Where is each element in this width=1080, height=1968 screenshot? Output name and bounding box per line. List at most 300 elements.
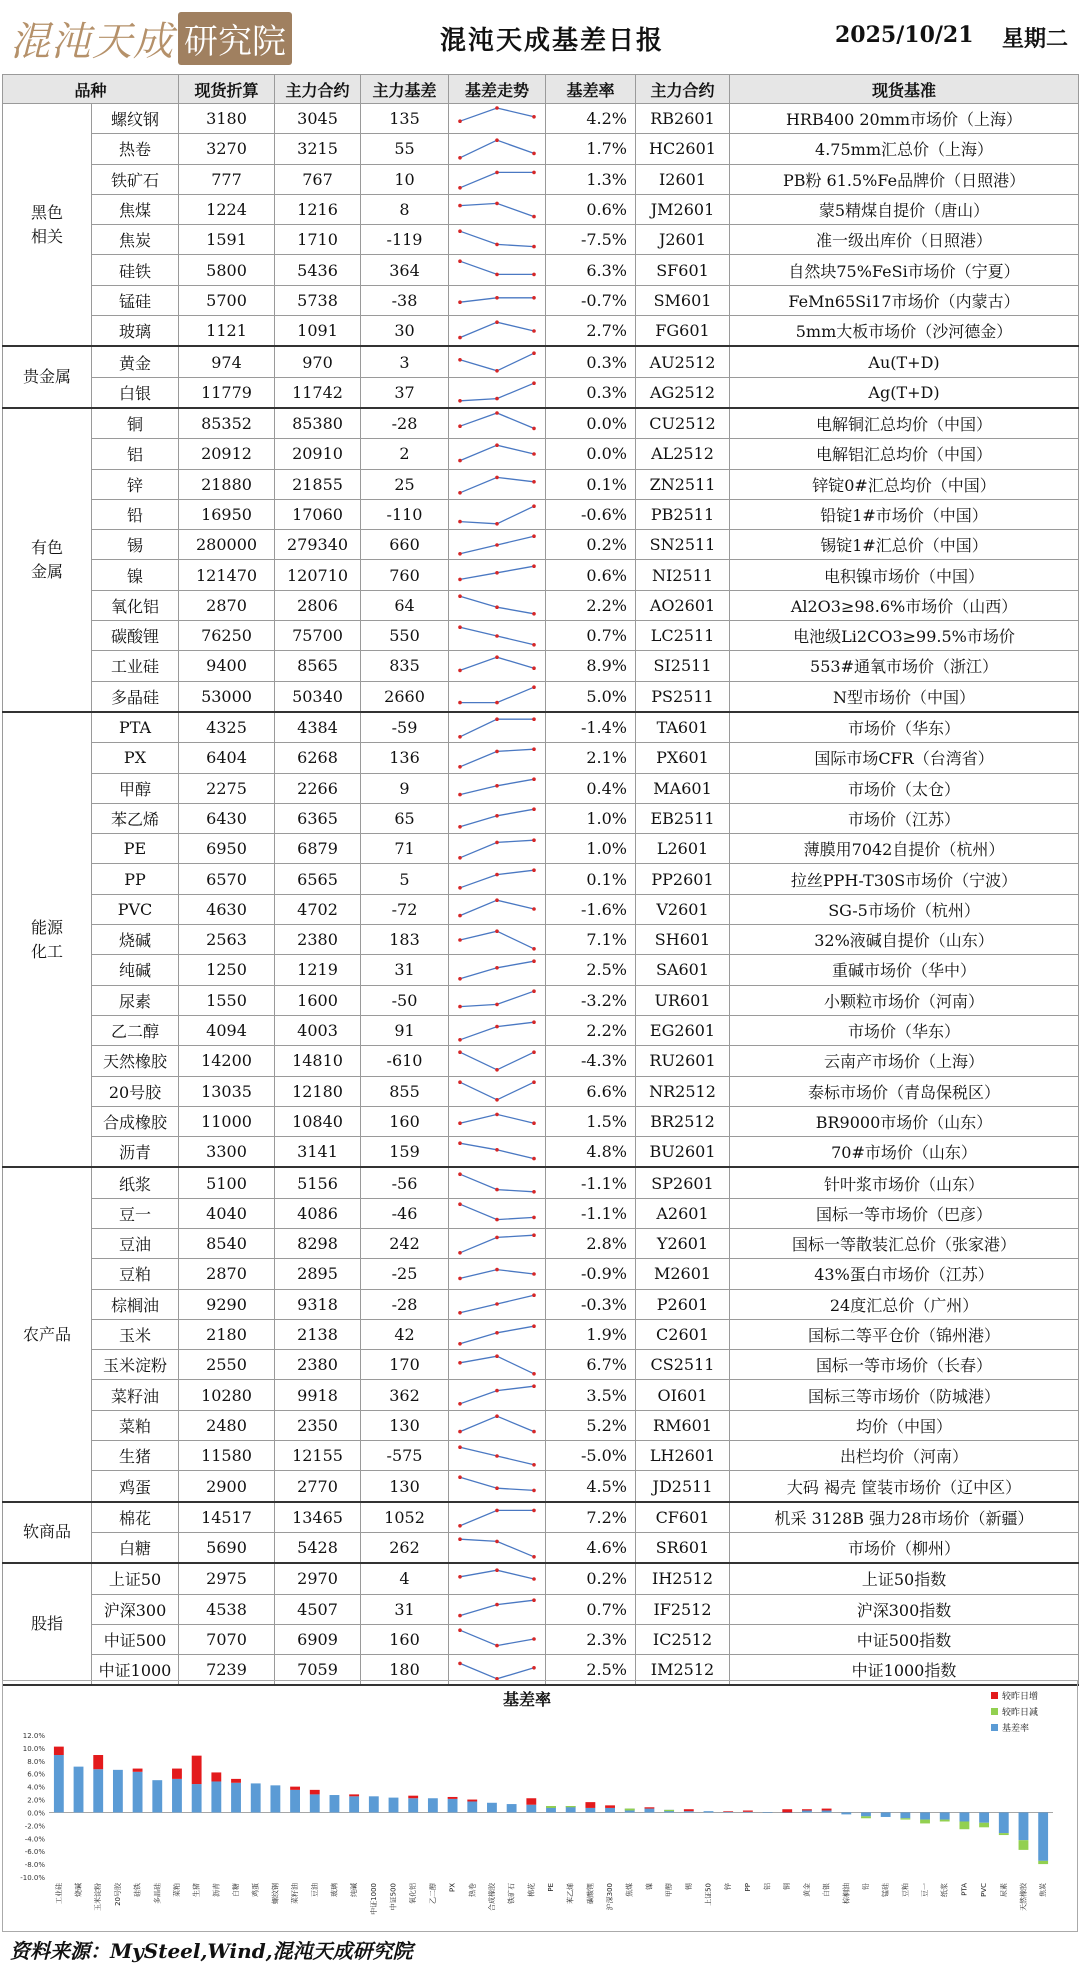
contract-code: AO2601 (636, 590, 730, 620)
table-row (3, 1594, 1079, 1624)
spot-benchmark: 大码 褐壳 筐装市场价（辽中区） (730, 1471, 1079, 1502)
group-name: 软商品 (3, 1502, 92, 1564)
spot-benchmark: 国标一等市场价（长春） (730, 1350, 1079, 1380)
spot-benchmark: Au(T+D) (730, 346, 1079, 377)
spot-benchmark: 拉丝PPH-T30S市场价（宁波） (730, 864, 1079, 894)
sparkline-point (495, 138, 499, 142)
change-bar-46 (959, 1821, 969, 1829)
table-row (3, 1198, 1079, 1228)
sparkline-point (495, 320, 499, 324)
basis-value: 183 (361, 925, 449, 955)
x-tick-label: 氧化铝 (409, 1883, 418, 1904)
contract-price: 13465 (275, 1502, 361, 1533)
variety-name: 工业硅 (92, 651, 179, 681)
spot-price: 76250 (179, 621, 275, 651)
sparkline-point (495, 106, 499, 110)
table-body (3, 104, 1079, 1686)
variety-name: 热卷 (92, 134, 179, 164)
sparkline-point (495, 1486, 499, 1490)
sparkline-point (532, 1463, 536, 1467)
contract-code: SA601 (636, 955, 730, 985)
sparkline-point (532, 666, 536, 670)
sparkline-point (532, 747, 536, 751)
spot-price: 9400 (179, 651, 275, 681)
variety-name: 白糖 (92, 1532, 179, 1563)
variety-name: 生猪 (92, 1441, 179, 1471)
variety-name: 硅铁 (92, 255, 179, 285)
table-row (3, 377, 1079, 408)
change-bar-34 (723, 1811, 733, 1812)
basis-rate: -0.6% (546, 499, 636, 529)
sparkline-point (495, 1454, 499, 1458)
basis-rate: 4.2% (546, 104, 636, 134)
variety-name: 铝 (92, 439, 179, 469)
spot-price: 2900 (179, 1471, 275, 1502)
basis-value: -28 (361, 408, 449, 439)
sparkline-point (532, 504, 536, 508)
bar-20 (448, 1799, 458, 1813)
change-bar-6 (172, 1769, 182, 1779)
spot-benchmark: 国标一等市场价（巴彦） (730, 1198, 1079, 1228)
spot-price: 4094 (179, 1015, 275, 1045)
contract-code: V2601 (636, 894, 730, 924)
sparkline-point (458, 1203, 462, 1207)
variety-name: 白银 (92, 377, 179, 408)
bar-28 (605, 1808, 615, 1813)
y-tick-label: 2.0% (27, 1796, 45, 1805)
contract-price: 2806 (275, 590, 361, 620)
sparkline-point (495, 899, 499, 903)
table-row (3, 1563, 1079, 1594)
basis-trend-sparkline (449, 1106, 546, 1136)
basis-rate: 2.2% (546, 590, 636, 620)
sparkline-point (495, 701, 499, 705)
contract-price: 2350 (275, 1410, 361, 1440)
contract-code: EB2511 (636, 803, 730, 833)
basis-rate: 5.2% (546, 1410, 636, 1440)
sparkline-point (532, 115, 536, 119)
sparkline-point (458, 1430, 462, 1434)
y-tick-label: -10.0% (20, 1874, 45, 1882)
sparkline-point (532, 296, 536, 300)
basis-rate: -0.3% (546, 1289, 636, 1319)
sparkline-point (495, 1268, 499, 1272)
basis-value: -110 (361, 499, 449, 529)
sparkline-point (458, 1081, 462, 1085)
col-contract: 主力合约 (275, 75, 361, 104)
basis-rate: -5.0% (546, 1441, 636, 1471)
spot-price: 5100 (179, 1167, 275, 1198)
basis-rate: 1.7% (546, 134, 636, 164)
spot-price: 13035 (179, 1076, 275, 1106)
bar-37 (782, 1812, 792, 1813)
spot-price: 1224 (179, 194, 275, 224)
sparkline-point (495, 1113, 499, 1117)
sparkline-point (532, 868, 536, 872)
spot-price: 4325 (179, 712, 275, 743)
spot-price: 14200 (179, 1046, 275, 1076)
contract-code: FG601 (636, 316, 730, 347)
report-header (0, 0, 1080, 74)
bar-2 (93, 1769, 103, 1812)
contract-code: I2601 (636, 164, 730, 194)
contract-price: 10840 (275, 1106, 361, 1136)
basis-trend-sparkline (449, 316, 546, 347)
basis-rate: 8.9% (546, 651, 636, 681)
sparkline-point (458, 1575, 462, 1579)
basis-trend-sparkline (449, 1289, 546, 1319)
x-tick-label: 沥青 (212, 1883, 221, 1897)
sparkline-point (495, 966, 499, 970)
spot-price: 121470 (179, 560, 275, 590)
spot-benchmark: 小颗粒市场价（河南） (730, 985, 1079, 1015)
sparkline-point (495, 171, 499, 175)
x-tick-label: 硅铁 (133, 1883, 142, 1897)
group-name: 农产品 (3, 1167, 92, 1501)
sparkline-point (495, 1568, 499, 1572)
contract-code: AG2512 (636, 377, 730, 408)
table-row (3, 408, 1079, 439)
contract-price: 3045 (275, 104, 361, 134)
contract-code: PB2511 (636, 499, 730, 529)
sparkline-point (458, 424, 462, 428)
variety-name: 豆粕 (92, 1259, 179, 1289)
variety-name: 铜 (92, 408, 179, 439)
contract-price: 4384 (275, 712, 361, 743)
spot-price: 53000 (179, 681, 275, 712)
spot-benchmark: 铅锭1#市场价（中国） (730, 499, 1079, 529)
contract-code: PS2511 (636, 681, 730, 712)
x-tick-label: 工业硅 (54, 1883, 63, 1904)
sparkline-point (495, 522, 499, 526)
table-row (3, 530, 1079, 560)
contract-code: CF601 (636, 1502, 730, 1533)
spot-price: 1121 (179, 316, 275, 347)
contract-price: 6879 (275, 834, 361, 864)
variety-name: 纸浆 (92, 1167, 179, 1198)
basis-rate: 2.2% (546, 1015, 636, 1045)
basis-trend-sparkline (449, 346, 546, 377)
basis-trend-sparkline (449, 1594, 546, 1624)
sparkline-point (495, 929, 499, 933)
sparkline-point (458, 625, 462, 629)
basis-value: 42 (361, 1319, 449, 1349)
sparkline-point (495, 273, 499, 277)
x-tick-label: 铅 (861, 1883, 870, 1890)
basis-trend-sparkline (449, 651, 546, 681)
change-bar-9 (231, 1779, 241, 1783)
variety-name: PE (92, 834, 179, 864)
contract-price: 20910 (275, 439, 361, 469)
contract-price: 6268 (275, 743, 361, 773)
variety-name: 中证500 (92, 1624, 179, 1654)
contract-price: 12180 (275, 1076, 361, 1106)
spot-price: 9290 (179, 1289, 275, 1319)
spot-price: 1591 (179, 225, 275, 255)
table-row (3, 316, 1079, 347)
basis-value: 55 (361, 134, 449, 164)
basis-trend-sparkline (449, 439, 546, 469)
basis-trend-sparkline (449, 773, 546, 803)
spot-price: 2550 (179, 1350, 275, 1380)
variety-name: 氧化铝 (92, 590, 179, 620)
contract-price: 767 (275, 164, 361, 194)
basis-trend-sparkline (449, 864, 546, 894)
x-tick-label: 焦煤 (625, 1883, 634, 1897)
basis-rate: -3.2% (546, 985, 636, 1015)
change-bar-7 (192, 1756, 202, 1784)
sparkline-point (495, 1415, 499, 1419)
x-tick-label: 生猪 (192, 1883, 201, 1897)
contract-price: 120710 (275, 560, 361, 590)
change-bar-50 (1038, 1861, 1048, 1864)
basis-rate: 1.9% (546, 1319, 636, 1349)
variety-name: 锡 (92, 530, 179, 560)
change-bar-44 (920, 1820, 930, 1824)
table-row (3, 1015, 1079, 1045)
sparkline-point (532, 426, 536, 430)
table-row (3, 1350, 1079, 1380)
variety-name: 铁矿石 (92, 164, 179, 194)
basis-rate: 0.0% (546, 408, 636, 439)
contract-price: 3215 (275, 134, 361, 164)
change-bar-29 (625, 1809, 635, 1811)
contract-price: 279340 (275, 530, 361, 560)
basis-value: 136 (361, 743, 449, 773)
sparkline-point (458, 186, 462, 190)
table-row (3, 1228, 1079, 1258)
contract-code: BU2601 (636, 1137, 730, 1168)
x-tick-label: 白银 (822, 1883, 831, 1897)
basis-rate: 1.5% (546, 1106, 636, 1136)
x-tick-label: 鸡蛋 (251, 1883, 260, 1897)
x-tick-label: 玻璃 (330, 1883, 339, 1897)
change-bar-4 (133, 1769, 143, 1772)
sparkline-point (458, 1005, 462, 1009)
variety-name: 乙二醇 (92, 1015, 179, 1045)
sparkline-point (458, 1445, 462, 1449)
basis-value: 1052 (361, 1502, 449, 1533)
source-footer: 资料来源：MySteel,Wind,混沌天成研究院 (10, 1939, 413, 1963)
group-name: 黑色 相关 (3, 104, 92, 347)
basis-trend-sparkline (449, 1076, 546, 1106)
bar-49 (1019, 1812, 1029, 1840)
change-bar-2 (93, 1755, 103, 1769)
contract-code: JD2511 (636, 1471, 730, 1502)
basis-rate: 4.8% (546, 1137, 636, 1168)
sparkline-point (532, 612, 536, 616)
basis-rate: 6.6% (546, 1076, 636, 1106)
variety-name: 碳酸锂 (92, 621, 179, 651)
x-tick-label: 纸浆 (940, 1883, 949, 1897)
table-row (3, 1137, 1079, 1168)
bar-0 (54, 1755, 64, 1812)
sparkline-point (532, 1666, 536, 1670)
contract-price: 14810 (275, 1046, 361, 1076)
spot-price: 777 (179, 164, 275, 194)
basis-rate: -0.9% (546, 1259, 636, 1289)
sparkline-point (495, 1331, 499, 1335)
variety-name: 豆油 (92, 1228, 179, 1258)
basis-rate: 4.5% (546, 1471, 636, 1502)
bar-38 (802, 1811, 812, 1813)
x-tick-label: PE (547, 1883, 555, 1892)
contract-code: SN2511 (636, 530, 730, 560)
basis-value: -72 (361, 894, 449, 924)
basis-trend-sparkline (449, 194, 546, 224)
contract-code: C2601 (636, 1319, 730, 1349)
bar-10 (251, 1783, 261, 1812)
contract-price: 2380 (275, 1350, 361, 1380)
bar-13 (310, 1794, 320, 1812)
table-row (3, 955, 1079, 985)
contract-price: 1091 (275, 316, 361, 347)
sparkline-point (532, 245, 536, 249)
basis-rate: 2.1% (546, 743, 636, 773)
spot-benchmark: 70#市场价（山东） (730, 1137, 1079, 1168)
contract-code: NI2511 (636, 560, 730, 590)
basis-rate: 2.5% (546, 955, 636, 985)
basis-value: 130 (361, 1410, 449, 1440)
bar-27 (585, 1808, 595, 1813)
contract-price: 5738 (275, 285, 361, 315)
sparkline-point (458, 938, 462, 942)
change-bar-45 (940, 1820, 950, 1822)
contract-price: 8298 (275, 1228, 361, 1258)
basis-value: 10 (361, 164, 449, 194)
basis-trend-sparkline (449, 1502, 546, 1533)
basis-value: 160 (361, 1624, 449, 1654)
basis-rate: 4.6% (546, 1532, 636, 1563)
basis-value: -25 (361, 1259, 449, 1289)
sparkline-point (532, 382, 536, 386)
chart-plot (3, 1681, 1077, 1931)
contract-code: IF2512 (636, 1594, 730, 1624)
variety-name: 苯乙烯 (92, 803, 179, 833)
contract-price: 2770 (275, 1471, 361, 1502)
sparkline-point (458, 1141, 462, 1145)
contract-code: RM601 (636, 1410, 730, 1440)
sparkline-point (458, 119, 462, 123)
basis-trend-sparkline (449, 1471, 546, 1502)
spot-benchmark: 市场价（华东） (730, 712, 1079, 743)
change-bar-32 (684, 1809, 694, 1811)
sparkline-point (495, 411, 499, 415)
contract-code: MA601 (636, 773, 730, 803)
x-tick-label: PX (448, 1883, 457, 1893)
table-row (3, 1076, 1079, 1106)
variety-name: 沪深300 (92, 1594, 179, 1624)
change-bar-47 (979, 1823, 989, 1828)
sparkline-point (458, 595, 462, 599)
bar-24 (526, 1805, 536, 1813)
variety-name: 天然橡胶 (92, 1046, 179, 1076)
col-trend: 基差走势 (449, 75, 546, 104)
spot-price: 3180 (179, 104, 275, 134)
sparkline-point (532, 564, 536, 568)
sparkline-point (458, 701, 462, 705)
variety-name: 棕榈油 (92, 1289, 179, 1319)
contract-code: CU2512 (636, 408, 730, 439)
basis-trend-sparkline (449, 499, 546, 529)
change-bar-35 (743, 1811, 753, 1812)
basis-trend-sparkline (449, 1350, 546, 1380)
table-row (3, 194, 1079, 224)
sparkline-point (458, 336, 462, 340)
group-name: 有色 金属 (3, 408, 92, 712)
sparkline-point (495, 369, 499, 373)
x-tick-label: 玉米淀粉 (94, 1883, 103, 1911)
table-row (3, 1502, 1079, 1533)
contract-price: 21855 (275, 469, 361, 499)
variety-name: 黄金 (92, 346, 179, 377)
bar-36 (763, 1812, 773, 1813)
group-name: 股指 (3, 1563, 92, 1685)
sparkline-point (532, 480, 536, 484)
basis-trend-sparkline (449, 225, 546, 255)
contract-price: 2138 (275, 1319, 361, 1349)
x-tick-label: 苯乙烯 (566, 1883, 575, 1904)
contract-price: 5436 (275, 255, 361, 285)
sparkline-point (532, 1233, 536, 1237)
contract-price: 7059 (275, 1655, 361, 1686)
x-tick-label: 乙二醇 (428, 1883, 437, 1904)
table-row (3, 864, 1079, 894)
basis-value: 2 (361, 439, 449, 469)
variety-name: 菜籽油 (92, 1380, 179, 1410)
table-row (3, 712, 1079, 743)
spot-benchmark: Ag(T+D) (730, 377, 1079, 408)
change-bar-15 (349, 1794, 359, 1796)
contract-code: RB2601 (636, 104, 730, 134)
spot-price: 6570 (179, 864, 275, 894)
contract-price: 1216 (275, 194, 361, 224)
bar-3 (113, 1770, 123, 1813)
basis-rate: -1.4% (546, 712, 636, 743)
spot-benchmark: 中证1000指数 (730, 1655, 1079, 1686)
variety-name: 中证1000 (92, 1655, 179, 1686)
basis-value: 2660 (361, 681, 449, 712)
spot-benchmark: 中证500指数 (730, 1624, 1079, 1654)
contract-code: IH2512 (636, 1563, 730, 1594)
basis-value: 364 (361, 255, 449, 285)
sparkline-point (495, 1188, 499, 1192)
bar-50 (1038, 1812, 1048, 1860)
spot-price: 14517 (179, 1502, 275, 1533)
basis-value: 64 (361, 590, 449, 620)
sparkline-point (495, 1603, 499, 1607)
bar-46 (959, 1812, 969, 1821)
sparkline-point (458, 358, 462, 362)
bar-41 (861, 1812, 871, 1816)
col-code: 主力合约 (636, 75, 730, 104)
sparkline-point (458, 1050, 462, 1054)
spot-price: 2180 (179, 1319, 275, 1349)
sparkline-point (458, 459, 462, 463)
contract-code: AL2512 (636, 439, 730, 469)
sparkline-point (532, 643, 536, 647)
basis-value: 170 (361, 1350, 449, 1380)
contract-price: 75700 (275, 621, 361, 651)
spot-price: 21880 (179, 469, 275, 499)
spot-benchmark: 市场价（柳州） (730, 1532, 1079, 1563)
table-row (3, 1259, 1079, 1289)
basis-trend-sparkline (449, 1624, 546, 1654)
contract-code: J2601 (636, 225, 730, 255)
basis-value: 4 (361, 1563, 449, 1594)
contract-price: 17060 (275, 499, 361, 529)
basis-value: 262 (361, 1532, 449, 1563)
